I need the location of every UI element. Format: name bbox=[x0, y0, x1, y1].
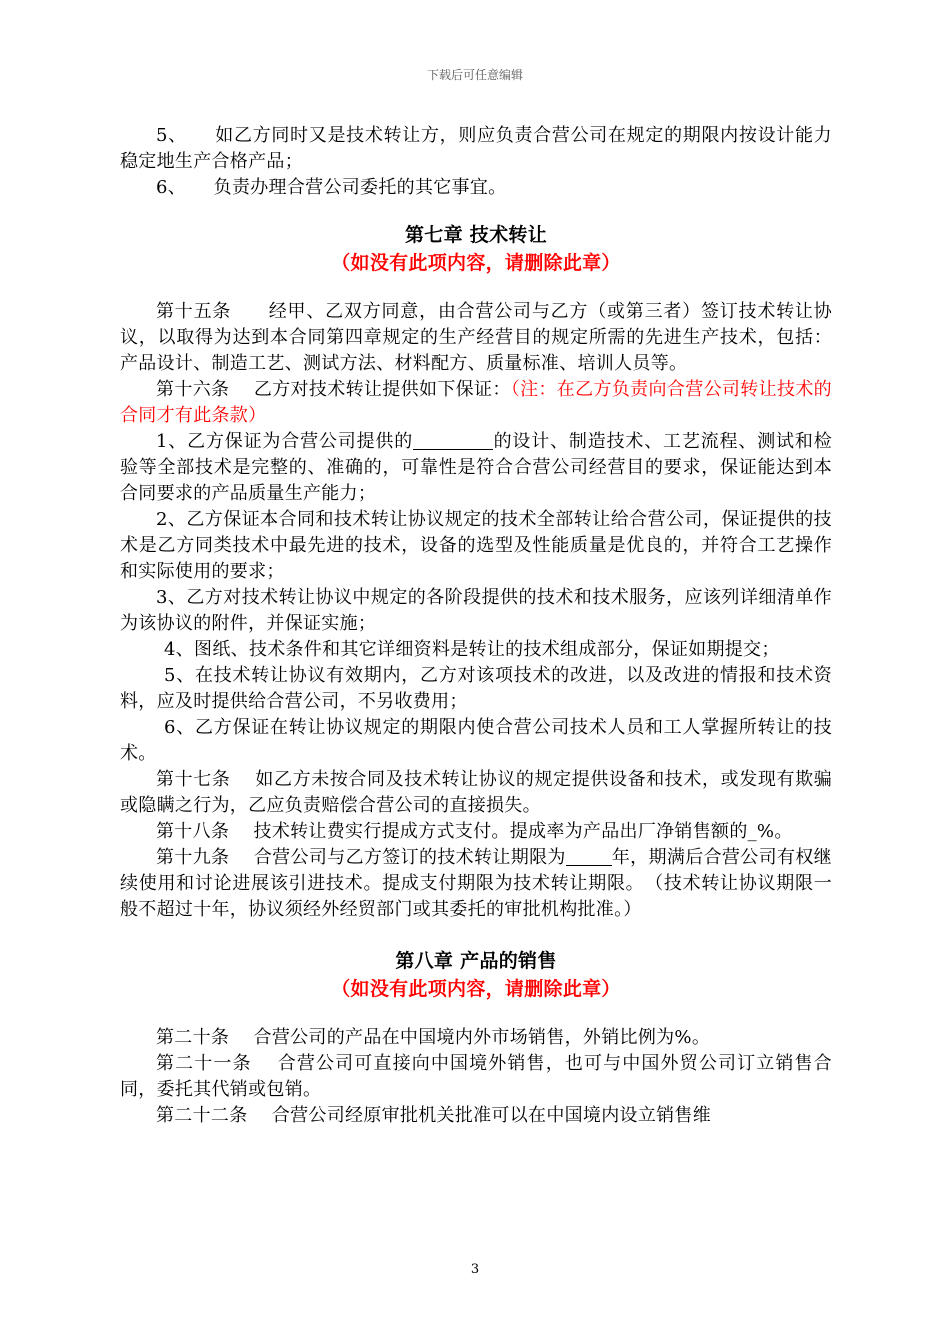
guarantee-6: 6、乙方保证在转让协议规定的期限内使合营公司技术人员和工人掌握所转让的技术。 bbox=[120, 717, 832, 764]
guarantee-3: 3、乙方对技术转让协议中规定的各阶段提供的技术和技术服务，应该列详细清单作为该协议的附件，并保证实施； bbox=[120, 587, 832, 634]
guarantee-5: 5、在技术转让协议有效期内，乙方对该项技术的改进，以及改进的情报和技术资料，应及时提供给合营公司，不另收费用； bbox=[120, 665, 832, 712]
article-21: 第二十一条 合营公司可直接向中国境外销售，也可与中国外贸公司订立销售合同，委托其代销或包销。 bbox=[120, 1053, 832, 1100]
page-number: 3 bbox=[470, 1262, 480, 1277]
guarantee-2: 2、乙方保证本合同和技术转让协议规定的技术全部转让给合营公司，保证提供的技术是乙方同类技术中最先进的技术，设备的选型及性能质量是优良的，并符合工艺操作和实际使用的要求； bbox=[120, 509, 832, 582]
article-18: 第十八条 技术转让费实行提成方式支付。提成率为产品出厂净销售额的_%。 bbox=[156, 821, 793, 842]
chapter-8-note: （如没有此项内容，请删除此章） bbox=[331, 978, 621, 1000]
guarantee-1-text-a: 1、乙方保证为合营公司提供的 bbox=[156, 431, 414, 452]
blank-underline bbox=[413, 431, 493, 450]
article-16-note: （注：在乙方负责向合营公司转让技术的合同才有此条款） bbox=[120, 379, 832, 426]
guarantee-1 bbox=[120, 429, 832, 507]
page-header: 下载后可任意编辑 bbox=[426, 68, 523, 82]
article-15: 第十五条 经甲、乙双方同意，由合营公司与乙方（或第三者）签订技术转让协议，以取得为达到本合同第四章规定的生产经营目的规定所需的先进生产技术，包括：产品设计、制造工艺、测试方法、材料配方、质量标准、培训人员等。 bbox=[120, 301, 832, 374]
article-22: 第二十二条 合营公司经原审批机关批准可以在中国境内设立销售维 bbox=[156, 1105, 712, 1126]
guarantee-4: 4、图纸、技术条件和其它详细资料是转让的技术组成部分，保证如期提交； bbox=[164, 639, 780, 660]
article-19-text-a: 第十九条 合营公司与乙方签订的技术转让期限为 bbox=[156, 847, 566, 868]
chapter-8-title: 第八章 产品的销售 bbox=[395, 950, 557, 972]
document-body bbox=[120, 123, 832, 1129]
article-17: 第十七条 如乙方未按合同及技术转让协议的规定提供设备和技术，或发现有欺骗或隐瞒之行为，乙应负责赔偿合营公司的直接损失。 bbox=[120, 769, 832, 816]
article-19-text-b: 年，期满后合营公司有权继续使用和讨论进展该引进技术。提成支付期限为技术转让期限。 （技术转让协议期限一般不超过十年，协议须经外经贸部门或其委托的审批机构批准。） bbox=[120, 847, 832, 920]
article-20: 第二十条 合营公司的产品在中国境内外市场销售，外销比例为%。 bbox=[156, 1027, 711, 1048]
item-5: 5、 如乙方同时又是技术转让方，则应负责合营公司在规定的期限内按设计能力稳定地生产合格产品； bbox=[120, 125, 832, 172]
article-19 bbox=[120, 845, 832, 923]
article-16-lead: 第十六条 乙方对技术转让提供如下保证： bbox=[156, 379, 511, 400]
chapter-7-title: 第七章 技术转让 bbox=[404, 224, 547, 246]
guarantee-1-text-b: 的设计、制造技术、工艺流程、测试和检验等全部技术是完整的、准确的，可靠性是符合合营公司经营目的要求，保证能达到本合同要求的产品质量生产能力； bbox=[120, 431, 832, 504]
chapter-7-note: （如没有此项内容，请删除此章） bbox=[331, 252, 621, 274]
blank-underline bbox=[566, 847, 612, 866]
item-6: 6、 负责办理合营公司委托的其它事宜。 bbox=[156, 177, 507, 198]
article-16 bbox=[120, 377, 832, 429]
